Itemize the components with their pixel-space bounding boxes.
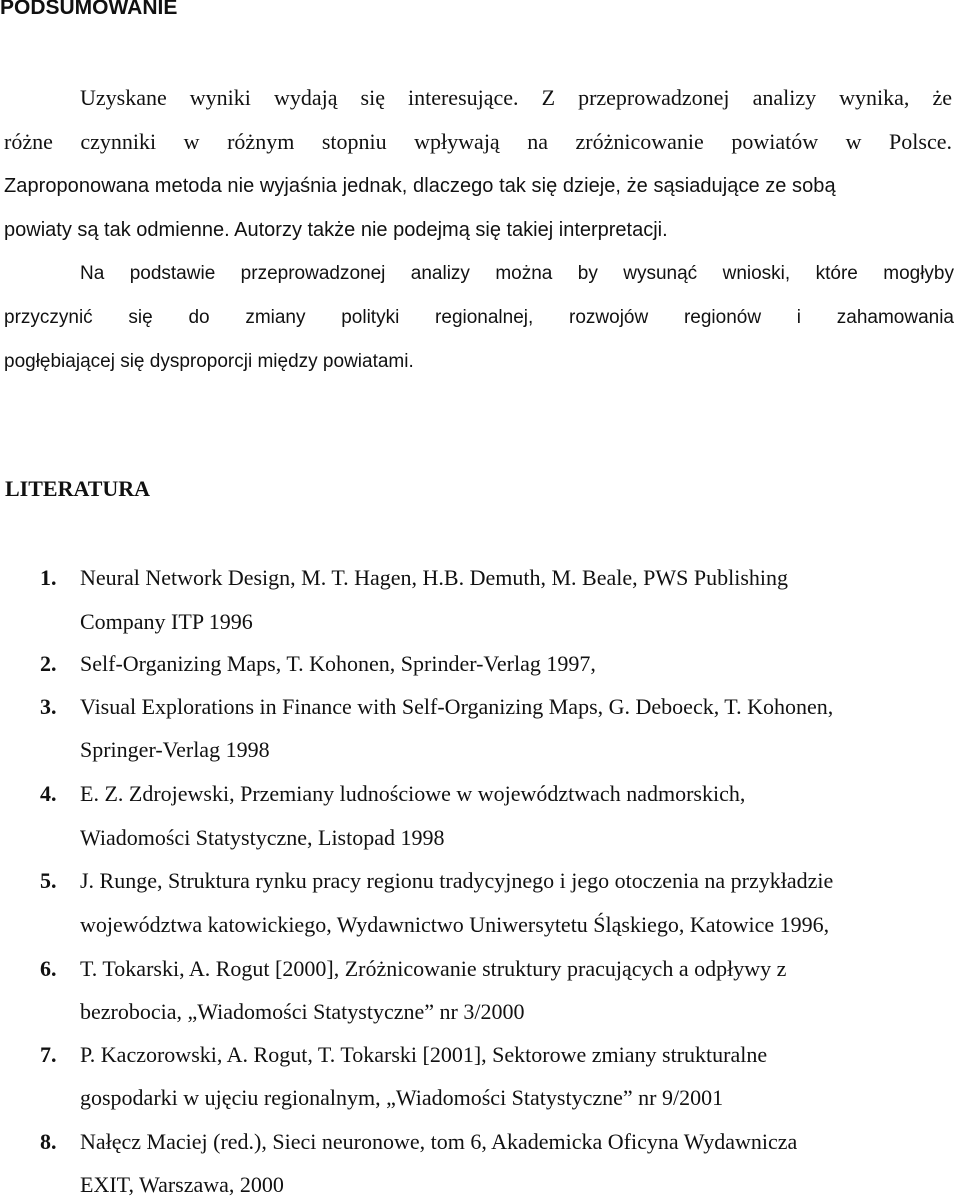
- reference-text: E. Z. Zdrojewski, Przemiany ludnościowe w województwach nadmorskich,: [80, 781, 746, 806]
- reference-text: gospodarki w ujęciu regionalnym, „Wiadomości Statystyczne” nr 9/2001: [80, 1085, 724, 1110]
- summary-p1-line-1: Uzyskane wyniki wydają się interesujące. Z przeprowadzonej analizy wynika, że: [80, 85, 952, 110]
- reference-text: Nałęcz Maciej (red.), Sieci neuronowe, tom 6, Akademicka Oficyna Wydawnicza: [80, 1129, 798, 1154]
- section-heading-summary: PODSUMOWANIE: [0, 0, 178, 19]
- reference-text: EXIT, Warszawa, 2000: [80, 1172, 284, 1197]
- reference-text: Wiadomości Statystyczne, Listopad 1998: [80, 825, 445, 850]
- summary-p1-line-2: różne czynniki w różnym stopniu wpływają na zróżnicowanie powiatów w Polsce.: [4, 129, 952, 154]
- reference-number: 7.: [40, 1042, 57, 1067]
- reference-text: województwa katowickiego, Wydawnictwo Uniwersytetu Śląskiego, Katowice 1996,: [80, 912, 830, 937]
- summary-p1-line-3: Zaproponowana metoda nie wyjaśnia jednak, dlaczego tak się dzieje, że sąsiadujące ze sobą: [4, 175, 836, 197]
- reference-number: 1.: [40, 565, 57, 590]
- summary-p2-line-2: przyczynić się do zmiany polityki regionalnej, rozwojów regionów i zahamowania: [4, 307, 954, 328]
- summary-p2-line-1: Na podstawie przeprowadzonej analizy można by wysunąć wnioski, które mogłyby: [80, 263, 954, 284]
- reference-text: bezrobocia, „Wiadomości Statystyczne” nr 3/2000: [80, 999, 525, 1024]
- summary-p1-line-4: powiaty są tak odmienne. Autorzy także nie podejmą się takiej interpretacji.: [4, 219, 668, 241]
- summary-p2-line-3: pogłębiającej się dysproporcji między powiatami.: [4, 351, 414, 372]
- reference-number: 4.: [40, 781, 57, 806]
- reference-number: 3.: [40, 694, 57, 719]
- reference-text: J. Runge, Struktura rynku pracy regionu tradycyjnego i jego otoczenia na przykładzie: [80, 868, 834, 893]
- reference-text: Company ITP 1996: [80, 609, 253, 634]
- reference-text: Neural Network Design, M. T. Hagen, H.B. Demuth, M. Beale, PWS Publishing: [80, 565, 788, 590]
- section-heading-literature: LITERATURA: [5, 476, 151, 501]
- reference-number: 6.: [40, 956, 57, 981]
- reference-text: Self-Organizing Maps, T. Kohonen, Sprinder-Verlag 1997,: [80, 651, 596, 676]
- reference-text: Visual Explorations in Finance with Self-Organizing Maps, G. Deboeck, T. Kohonen,: [80, 694, 834, 719]
- reference-text: P. Kaczorowski, A. Rogut, T. Tokarski [2001], Sektorowe zmiany strukturalne: [80, 1042, 768, 1067]
- reference-number: 2.: [40, 651, 57, 676]
- reference-number: 5.: [40, 868, 57, 893]
- reference-number: 8.: [40, 1129, 57, 1154]
- reference-text: T. Tokarski, A. Rogut [2000], Zróżnicowanie struktury pracujących a odpływy z: [80, 956, 787, 981]
- reference-text: Springer-Verlag 1998: [80, 737, 270, 762]
